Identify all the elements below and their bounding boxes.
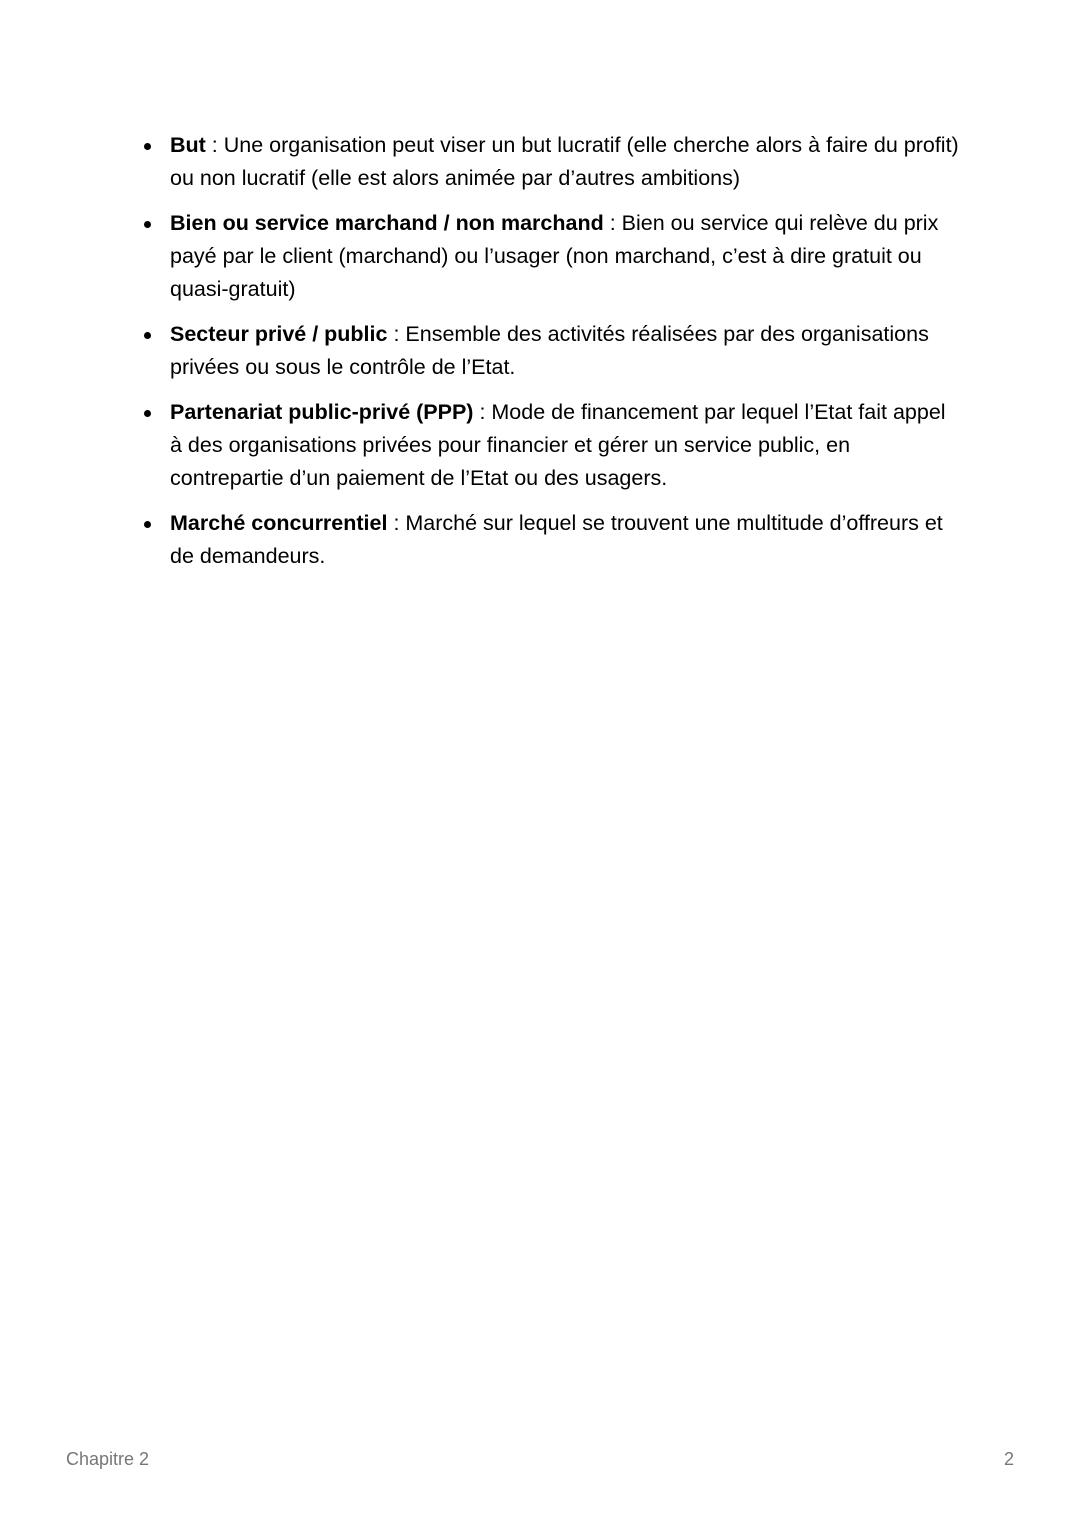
definition-separator: : [205, 133, 224, 157]
definition-term: Partenariat public-privé (PPP) [170, 400, 474, 424]
definition-item-bien-service [140, 207, 960, 306]
bullet-icon [144, 410, 151, 417]
bullet-icon [144, 521, 151, 528]
definition-text: Bien ou service qui relève du prix payé par le client (marchand) ou l’usager (non marchand, c’est à dire gratuit ou quasi-gratuit) [170, 211, 939, 301]
definition-term: Marché concurrentiel [170, 511, 388, 535]
bullet-icon [144, 332, 151, 339]
definition-item-but [140, 129, 960, 195]
definition-term: Secteur privé / public [170, 322, 388, 346]
definition-separator: : [473, 400, 492, 424]
definition-item-marche [140, 507, 960, 573]
definition-separator: : [387, 322, 406, 346]
definition-text: Marché sur lequel se trouvent une multitude d’offreurs et de demandeurs. [170, 511, 943, 568]
definition-item-secteur [140, 318, 960, 384]
definition-term: Bien ou service marchand / non marchand [170, 211, 604, 235]
definition-item-ppp [140, 396, 960, 495]
definition-separator: : [387, 511, 406, 535]
definition-text: Mode de financement par lequel l’Etat fait appel à des organisations privées pour financier et gérer un service public, en contrepartie d’un paiement de l’Etat ou des usagers. [170, 400, 946, 490]
definition-text: Ensemble des activités réalisées par des organisations privées ou sous le contrôle de l’Etat. [170, 322, 929, 379]
definition-text: Une organisation peut viser un but lucratif (elle cherche alors à faire du profit) ou non lucratif (elle est alors animée par d’autres ambitions) [170, 133, 959, 190]
definition-term: But [170, 133, 206, 157]
footer-page-number: 2 [1003, 1449, 1014, 1469]
bullet-icon [144, 143, 151, 150]
definitions-list [140, 129, 960, 585]
definition-separator: : [603, 211, 622, 235]
bullet-icon [144, 221, 151, 228]
footer-chapter: Chapitre 2 [66, 1449, 150, 1469]
